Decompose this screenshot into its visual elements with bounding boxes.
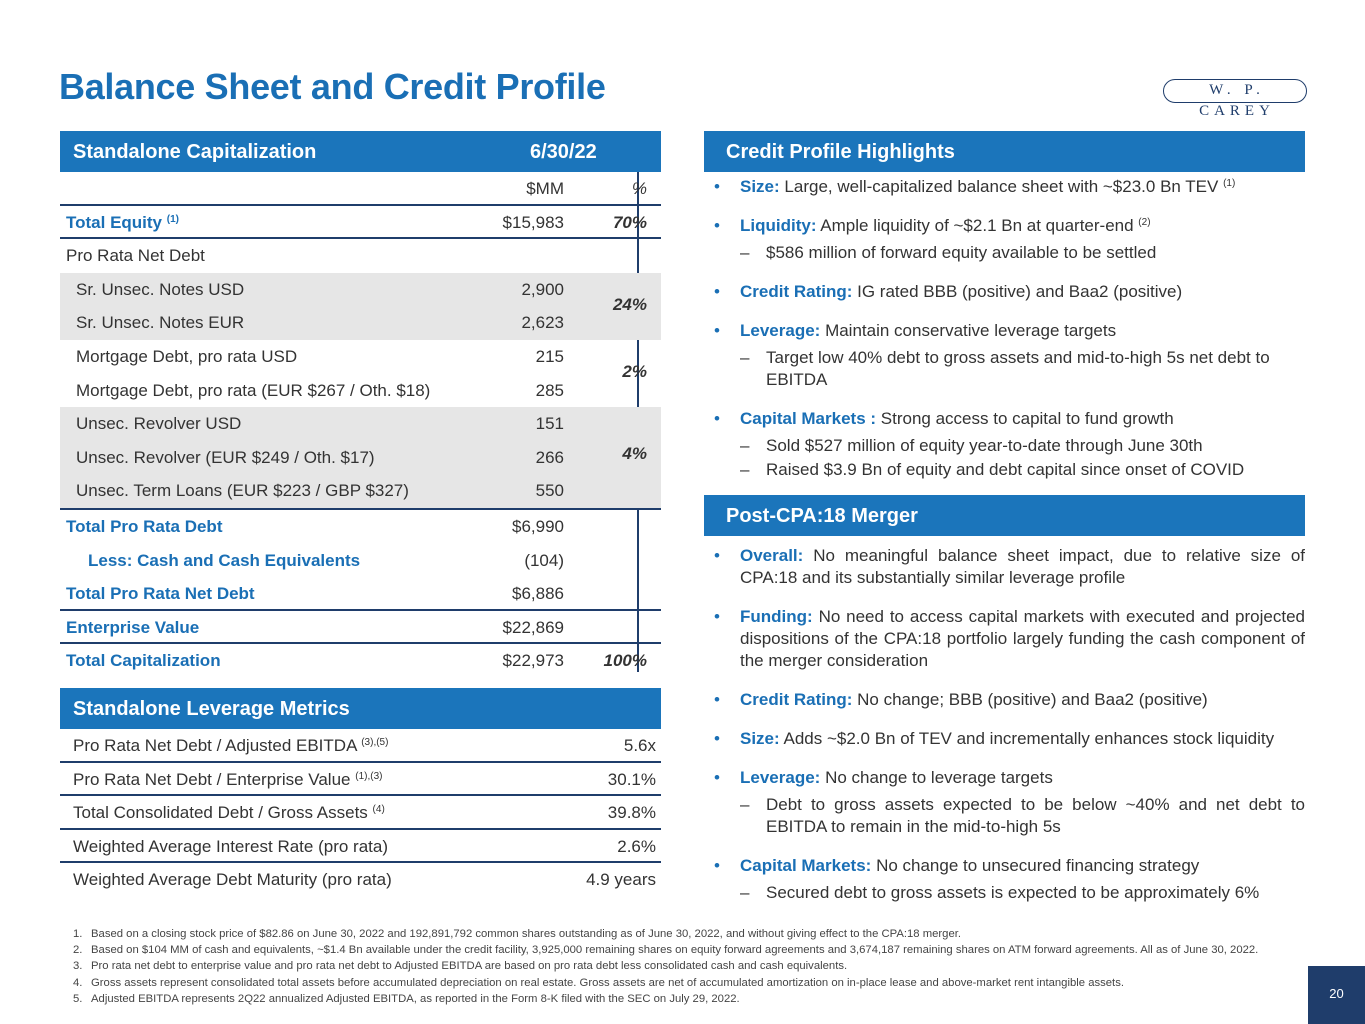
row-amount: 285 bbox=[535, 380, 564, 400]
merger-bullets bbox=[704, 545, 1305, 921]
table-row bbox=[60, 763, 661, 797]
sub-bullet: – $586 million of forward equity available to be settled bbox=[704, 242, 1305, 264]
capitalization-date: 6/30/22 bbox=[530, 141, 597, 163]
row-value: 5.6x bbox=[623, 736, 656, 755]
sub-bullet: – Target low 40% debt to gross assets and mid-to-high 5s net debt to EBITDA bbox=[704, 347, 1305, 391]
row-amount: 215 bbox=[535, 346, 564, 366]
row-amount: 550 bbox=[535, 481, 564, 501]
company-logo: W. P. CAREY bbox=[1163, 79, 1307, 103]
row-label: Pro Rata Net Debt / Adjusted EBITDA $^{(3),(5)}$ bbox=[73, 736, 389, 755]
row-amount: $15,983 bbox=[502, 212, 564, 232]
leverage-header bbox=[60, 688, 661, 729]
bullet-leverage: • Leverage: No change to leverage targets bbox=[704, 767, 1305, 789]
row-label: Total Pro Rata Debt bbox=[66, 516, 223, 536]
table-row bbox=[60, 273, 661, 307]
table-row bbox=[60, 407, 661, 441]
footnote: 3. Pro rata net debt to enterprise value and pro rata net debt to Adjusted EBITDA are based on pro rata debt less consolidated cash and cash equivalents. bbox=[73, 960, 848, 973]
footnote: 5. Adjusted EBITDA represents 2Q22 annualized Adjusted EBITDA, as reported in the Form 8-K filed with the SEC on July 29, 2022. bbox=[73, 992, 740, 1005]
bullet-size: • Size: Adds ~$2.0 Bn of TEV and incrementally enhances stock liquidity bbox=[704, 728, 1305, 750]
table-row bbox=[60, 239, 661, 273]
col-pct-header: % bbox=[631, 179, 647, 198]
row-amount: 266 bbox=[535, 447, 564, 467]
row-amount: $6,990 bbox=[512, 516, 564, 536]
sub-bullet: – Debt to gross assets expected to be below ~40% and net debt to EBITDA to remain in the mid-to-high 5s bbox=[704, 794, 1305, 838]
table-row bbox=[60, 510, 661, 544]
footnote: 1. Based on a closing stock price of $82.86 on June 30, 2022 and 192,891,792 common shares outstanding as of June 30, 2022, and without giving effect to the CPA:18 merger. bbox=[73, 928, 962, 940]
table-row bbox=[60, 796, 661, 830]
row-label: Unsec. Revolver USD bbox=[76, 414, 242, 434]
table-row bbox=[60, 441, 661, 475]
row-label: Less: Cash and Cash Equivalents bbox=[88, 550, 361, 570]
row-value: 30.1% bbox=[607, 769, 656, 789]
row-pct: 100% bbox=[603, 651, 647, 671]
row-amount: 151 bbox=[535, 414, 564, 434]
table-row bbox=[60, 306, 661, 340]
row-label: Total Consolidated Debt / Gross Assets $^{(4)}$ bbox=[73, 803, 385, 823]
page-number: 20 bbox=[1308, 966, 1365, 1024]
bullet-capital-markets: • Capital Markets: No change to unsecured financing strategy bbox=[704, 855, 1305, 877]
footnote: 4. Gross assets represent consolidated total assets before accumulated depreciation on real estate. Gross assets are net of accumulated amortization on in-place lease and above-market rent intangible assets. bbox=[73, 976, 1124, 989]
row-label: Unsec. Term Loans (EUR $223 / GBP $327) bbox=[76, 481, 409, 501]
row-amount: 2,623 bbox=[521, 313, 564, 333]
row-amount: $22,869 bbox=[502, 617, 564, 637]
table-row bbox=[60, 206, 661, 240]
table-row bbox=[60, 729, 661, 763]
row-label: Sr. Unsec. Notes EUR bbox=[76, 313, 245, 333]
row-amount: $6,886 bbox=[512, 584, 564, 604]
row-label: Weighted Average Interest Rate (pro rata) bbox=[73, 836, 388, 856]
row-label: Total Pro Rata Net Debt bbox=[66, 584, 255, 604]
row-amount: $22,973 bbox=[502, 651, 564, 671]
bullet-funding: • Funding: No need to access capital markets with executed and projected dispositions of the CPA:18 portfolio largely funding the cash component of the merger consideration bbox=[704, 606, 1305, 672]
bullet-liquidity: • Liquidity: Ample liquidity of ~$2.1 Bn at quarter-end $^{(2)}$ bbox=[704, 215, 1305, 237]
credit-header bbox=[704, 131, 1305, 172]
row-label: Sr. Unsec. Notes USD bbox=[76, 279, 245, 299]
row-value: 39.8% bbox=[607, 803, 656, 823]
group-pct: 4% bbox=[622, 444, 647, 464]
table-row bbox=[60, 340, 661, 374]
table-row bbox=[60, 830, 661, 864]
merger-header bbox=[704, 495, 1305, 536]
bullet-size: • Size: Large, well-capitalized balance sheet with ~$23.0 Bn TEV $^{(1)}$ bbox=[704, 176, 1305, 198]
row-label: Mortgage Debt, pro rata USD bbox=[76, 346, 298, 366]
footnotes bbox=[73, 926, 1289, 1007]
capitalization-title: Standalone Capitalization bbox=[73, 141, 317, 163]
row-label: Total Equity $^{(1)}$ bbox=[66, 212, 179, 232]
revolver-group bbox=[60, 407, 661, 510]
capitalization-header bbox=[60, 131, 661, 172]
page-title: Balance Sheet and Credit Profile bbox=[59, 66, 606, 107]
row-label: Pro Rata Net Debt bbox=[66, 246, 205, 266]
merger-title: Post-CPA:18 Merger bbox=[726, 505, 918, 527]
row-pct: 70% bbox=[612, 212, 647, 232]
bullet-credit-rating: • Credit Rating: IG rated BBB (positive) and Baa2 (positive) bbox=[704, 281, 1305, 303]
row-label: Unsec. Revolver (EUR $249 / Oth. $17) bbox=[76, 447, 375, 467]
footnote: 2. Based on $104 MM of cash and equivalents, ~$1.4 Bn available under the credit facility, 3,925,000 remaining shares on equity forward agreements and 3,674,187 remaining shares on ATM forward agreements. All as of June 30, 2022. bbox=[73, 944, 1259, 957]
credit-title: Credit Profile Highlights bbox=[726, 141, 955, 163]
row-amount: 2,900 bbox=[521, 279, 564, 299]
row-label: Total Capitalization bbox=[66, 651, 221, 671]
table-row bbox=[60, 644, 661, 678]
table-row bbox=[60, 611, 661, 645]
group-pct: 2% bbox=[622, 361, 647, 381]
table-row bbox=[60, 474, 661, 508]
col-amount-header: $MM bbox=[526, 179, 564, 198]
sub-bullet: – Raised $3.9 Bn of equity and debt capital since onset of COVID bbox=[704, 459, 1305, 481]
sub-bullet: – Secured debt to gross assets is expected to be approximately 6% bbox=[704, 882, 1305, 904]
capitalization-table bbox=[60, 172, 661, 678]
credit-bullets bbox=[704, 176, 1305, 498]
leverage-table bbox=[60, 729, 661, 897]
row-value: 4.9 years bbox=[586, 870, 656, 890]
sub-bullet: – Sold $527 million of equity year-to-date through June 30th bbox=[704, 435, 1305, 457]
row-label: Pro Rata Net Debt / Enterprise Value $^{(1),(3)}$ bbox=[73, 769, 383, 789]
table-row bbox=[60, 374, 661, 408]
bullet-credit-rating: • Credit Rating: No change; BBB (positive) and Baa2 (positive) bbox=[704, 689, 1305, 711]
bullet-capital-markets: • Capital Markets : Strong access to capital to fund growth bbox=[704, 408, 1305, 430]
table-row bbox=[60, 863, 661, 897]
bullet-overall: • Overall: No meaningful balance sheet impact, due to relative size of CPA:18 and its substantially similar leverage profile bbox=[704, 545, 1305, 589]
row-label: Weighted Average Debt Maturity (pro rata) bbox=[73, 870, 392, 890]
bullet-leverage: • Leverage: Maintain conservative leverage targets bbox=[704, 320, 1305, 342]
row-value: 2.6% bbox=[617, 836, 656, 856]
group-pct: 24% bbox=[612, 294, 647, 314]
row-label: Mortgage Debt, pro rata (EUR $267 / Oth. $18) bbox=[76, 380, 431, 400]
mortgage-group bbox=[60, 340, 661, 407]
table-row bbox=[60, 577, 661, 611]
notes-group bbox=[60, 273, 661, 340]
table-header-row bbox=[60, 172, 661, 206]
table-row bbox=[60, 544, 661, 578]
leverage-title: Standalone Leverage Metrics bbox=[73, 698, 350, 720]
row-amount: (104) bbox=[524, 550, 564, 570]
row-label: Enterprise Value bbox=[66, 617, 200, 637]
